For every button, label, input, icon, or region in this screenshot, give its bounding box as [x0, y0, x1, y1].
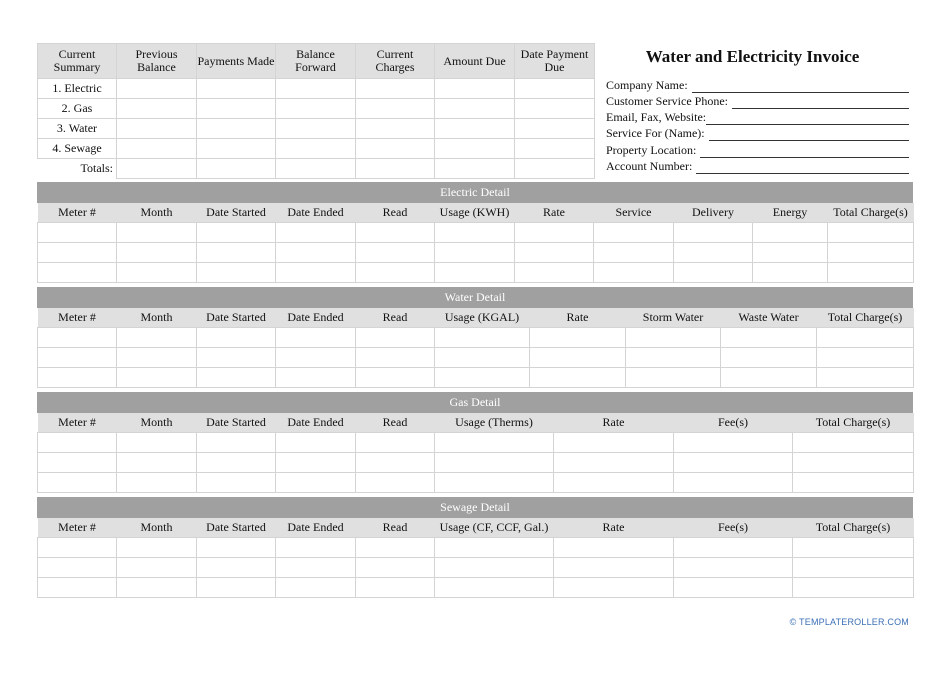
- electric-header-service: Service: [594, 203, 674, 223]
- summary-cell[interactable]: [197, 99, 276, 119]
- summary-total-cell[interactable]: [356, 159, 435, 179]
- electric-cell[interactable]: [828, 243, 914, 263]
- sewage-cell[interactable]: [38, 538, 117, 558]
- summary-cell[interactable]: [197, 139, 276, 159]
- sewage-cell[interactable]: [197, 538, 276, 558]
- electric-header-date-ended: Date Ended: [276, 203, 356, 223]
- sewage-header-date-started: Date Started: [197, 518, 276, 538]
- summary-cell[interactable]: [515, 99, 595, 119]
- water-header-rate: Rate: [530, 308, 626, 328]
- electric-cell[interactable]: [515, 223, 594, 243]
- sewage-cell[interactable]: [554, 558, 674, 578]
- electric-cell[interactable]: [356, 223, 435, 243]
- electric-header-row: [38, 203, 914, 223]
- gas-cell[interactable]: [435, 433, 554, 453]
- sewage-row: [38, 578, 914, 598]
- water-cell[interactable]: [721, 348, 817, 368]
- electric-detail-table: [37, 203, 914, 283]
- sewage-header-date-ended: Date Ended: [276, 518, 356, 538]
- sewage-header-row: [38, 518, 914, 538]
- sewage-cell[interactable]: [674, 538, 793, 558]
- electric-cell[interactable]: [435, 223, 515, 243]
- summary-header-current-charges: Current Charges: [356, 44, 435, 79]
- electric-row: [38, 223, 914, 243]
- gas-cell[interactable]: [38, 433, 117, 453]
- gas-cell[interactable]: [674, 433, 793, 453]
- sewage-cell[interactable]: [117, 558, 197, 578]
- account-number-field[interactable]: [696, 163, 909, 174]
- property-location-line: [606, 143, 909, 158]
- water-detail-table: [37, 308, 914, 388]
- sewage-header-total-charges: Total Charge(s): [793, 518, 914, 538]
- email-fax-website-line: [606, 110, 909, 125]
- gas-header-fees: Fee(s): [674, 413, 793, 433]
- summary-total-cell[interactable]: [435, 159, 515, 179]
- customer-service-phone-line: [606, 94, 909, 109]
- gas-header-date-ended: Date Ended: [276, 413, 356, 433]
- summary-cell[interactable]: [197, 119, 276, 139]
- water-cell[interactable]: [38, 328, 117, 348]
- water-cell[interactable]: [276, 348, 356, 368]
- electric-header-usage: Usage (KWH): [435, 203, 515, 223]
- water-cell[interactable]: [356, 348, 435, 368]
- electric-cell[interactable]: [38, 243, 117, 263]
- summary-header-previous-balance: Previous Balance: [117, 44, 197, 79]
- gas-header-month: Month: [117, 413, 197, 433]
- water-header-date-started: Date Started: [197, 308, 276, 328]
- summary-total-cell[interactable]: [515, 159, 595, 179]
- sewage-cell[interactable]: [435, 578, 554, 598]
- gas-cell[interactable]: [276, 453, 356, 473]
- electric-cell[interactable]: [828, 263, 914, 283]
- electric-row: [38, 263, 914, 283]
- gas-cell[interactable]: [276, 433, 356, 453]
- water-cell[interactable]: [117, 328, 197, 348]
- summary-cell[interactable]: [117, 119, 197, 139]
- customer-service-phone-field[interactable]: [732, 98, 909, 109]
- gas-cell[interactable]: [793, 433, 914, 453]
- water-cell[interactable]: [817, 368, 914, 388]
- sewage-cell[interactable]: [793, 538, 914, 558]
- water-row: [38, 368, 914, 388]
- summary-cell[interactable]: [117, 79, 197, 99]
- summary-cell[interactable]: [515, 119, 595, 139]
- summary-cell[interactable]: [197, 79, 276, 99]
- electric-header-month: Month: [117, 203, 197, 223]
- summary-row-label: 4. Sewage: [38, 139, 117, 159]
- gas-row: [38, 433, 914, 453]
- electric-cell[interactable]: [674, 263, 753, 283]
- sewage-cell[interactable]: [276, 578, 356, 598]
- gas-cell[interactable]: [356, 473, 435, 493]
- summary-table: [37, 43, 595, 179]
- gas-cell[interactable]: [356, 453, 435, 473]
- water-cell[interactable]: [197, 348, 276, 368]
- water-detail-section: [37, 287, 913, 388]
- water-cell[interactable]: [721, 328, 817, 348]
- property-location-field[interactable]: [700, 147, 909, 158]
- sewage-row: [38, 538, 914, 558]
- summary-total-cell[interactable]: [117, 159, 197, 179]
- summary-cell[interactable]: [276, 119, 356, 139]
- water-cell[interactable]: [197, 368, 276, 388]
- sewage-cell[interactable]: [356, 558, 435, 578]
- gas-header-rate: Rate: [554, 413, 674, 433]
- water-cell[interactable]: [435, 368, 530, 388]
- property-location-label: Property Location:: [606, 143, 697, 157]
- water-header-meter: Meter #: [38, 308, 117, 328]
- summary-row-sewage: [38, 139, 595, 159]
- company-name-line: [606, 78, 909, 93]
- gas-cell[interactable]: [435, 473, 554, 493]
- summary-row-label: 2. Gas: [38, 99, 117, 119]
- gas-cell[interactable]: [38, 453, 117, 473]
- sewage-cell[interactable]: [117, 578, 197, 598]
- water-header-month: Month: [117, 308, 197, 328]
- summary-row-label: 3. Water: [38, 119, 117, 139]
- water-header-total-charges: Total Charge(s): [817, 308, 914, 328]
- water-cell[interactable]: [38, 348, 117, 368]
- electric-cell[interactable]: [356, 243, 435, 263]
- customer-service-phone-label: Customer Service Phone:: [606, 94, 728, 108]
- electric-detail-title: Electric Detail: [37, 182, 913, 203]
- company-name-field[interactable]: [692, 82, 909, 93]
- sewage-cell[interactable]: [554, 538, 674, 558]
- electric-cell[interactable]: [356, 263, 435, 283]
- water-cell[interactable]: [356, 328, 435, 348]
- gas-cell[interactable]: [276, 473, 356, 493]
- electric-cell[interactable]: [515, 243, 594, 263]
- templateroller-link[interactable]: © TEMPLATEROLLER.COM: [789, 617, 909, 627]
- electric-cell[interactable]: [753, 243, 828, 263]
- sewage-cell[interactable]: [674, 578, 793, 598]
- sewage-cell[interactable]: [38, 578, 117, 598]
- gas-cell[interactable]: [117, 453, 197, 473]
- electric-header-energy: Energy: [753, 203, 828, 223]
- water-header-row: [38, 308, 914, 328]
- gas-detail-section: [37, 392, 913, 493]
- summary-totals-label: Totals:: [80, 161, 113, 176]
- electric-cell[interactable]: [594, 223, 674, 243]
- sewage-header-meter: Meter #: [38, 518, 117, 538]
- service-for-line: [606, 126, 909, 141]
- summary-total-cell[interactable]: [276, 159, 356, 179]
- summary-cell[interactable]: [356, 99, 435, 119]
- electric-cell[interactable]: [276, 263, 356, 283]
- electric-cell[interactable]: [753, 223, 828, 243]
- electric-cell[interactable]: [38, 263, 117, 283]
- water-cell[interactable]: [117, 348, 197, 368]
- gas-cell[interactable]: [554, 473, 674, 493]
- summary-header-date-payment-due: Date Payment Due: [515, 44, 595, 79]
- sewage-cell[interactable]: [117, 538, 197, 558]
- sewage-detail-table: [37, 518, 914, 598]
- electric-cell[interactable]: [674, 243, 753, 263]
- gas-cell[interactable]: [674, 473, 793, 493]
- summary-cell[interactable]: [435, 139, 515, 159]
- electric-header-delivery: Delivery: [674, 203, 753, 223]
- account-number-line: [606, 159, 909, 174]
- water-cell[interactable]: [626, 348, 721, 368]
- water-row: [38, 348, 914, 368]
- sewage-cell[interactable]: [38, 558, 117, 578]
- electric-cell[interactable]: [276, 223, 356, 243]
- electric-cell[interactable]: [197, 263, 276, 283]
- company-name-label: Company Name:: [606, 78, 688, 92]
- sewage-header-month: Month: [117, 518, 197, 538]
- water-cell[interactable]: [197, 328, 276, 348]
- gas-cell[interactable]: [793, 453, 914, 473]
- sewage-cell[interactable]: [197, 558, 276, 578]
- water-cell[interactable]: [276, 328, 356, 348]
- gas-cell[interactable]: [554, 433, 674, 453]
- sewage-cell[interactable]: [356, 538, 435, 558]
- gas-cell[interactable]: [197, 453, 276, 473]
- gas-cell[interactable]: [117, 433, 197, 453]
- summary-row-totals: [38, 159, 595, 179]
- electric-header-meter: Meter #: [38, 203, 117, 223]
- gas-cell[interactable]: [554, 453, 674, 473]
- electric-cell[interactable]: [276, 243, 356, 263]
- water-header-read: Read: [356, 308, 435, 328]
- gas-detail-table: [37, 413, 914, 493]
- sewage-cell[interactable]: [554, 578, 674, 598]
- summary-cell[interactable]: [435, 119, 515, 139]
- account-number-label: Account Number:: [606, 159, 693, 173]
- sewage-cell[interactable]: [356, 578, 435, 598]
- summary-row-label: 1. Electric: [38, 79, 117, 99]
- water-cell[interactable]: [530, 368, 626, 388]
- sewage-cell[interactable]: [276, 538, 356, 558]
- water-cell[interactable]: [38, 368, 117, 388]
- sewage-header-rate: Rate: [554, 518, 674, 538]
- electric-cell[interactable]: [674, 223, 753, 243]
- electric-header-date-started: Date Started: [197, 203, 276, 223]
- summary-cell[interactable]: [356, 139, 435, 159]
- summary-header-row: [38, 44, 595, 79]
- sewage-cell[interactable]: [793, 558, 914, 578]
- electric-cell[interactable]: [117, 263, 197, 283]
- water-cell[interactable]: [817, 328, 914, 348]
- water-cell[interactable]: [356, 368, 435, 388]
- invoice-title: Water and Electricity Invoice: [645, 47, 860, 66]
- sewage-row: [38, 558, 914, 578]
- water-cell[interactable]: [435, 348, 530, 368]
- sewage-cell[interactable]: [435, 558, 554, 578]
- water-cell[interactable]: [721, 368, 817, 388]
- summary-row-electric: [38, 79, 595, 99]
- electric-cell[interactable]: [753, 263, 828, 283]
- gas-header-read: Read: [356, 413, 435, 433]
- summary-header-balance-forward: Balance Forward: [276, 44, 356, 79]
- water-cell[interactable]: [530, 348, 626, 368]
- summary-cell[interactable]: [515, 79, 595, 99]
- sewage-header-usage: Usage (CF, CCF, Gal.): [435, 518, 554, 538]
- service-for-label: Service For (Name):: [606, 126, 705, 140]
- water-cell[interactable]: [435, 328, 530, 348]
- service-for-field[interactable]: [709, 130, 909, 141]
- electric-row: [38, 243, 914, 263]
- summary-cell[interactable]: [435, 79, 515, 99]
- water-cell[interactable]: [276, 368, 356, 388]
- electric-cell[interactable]: [38, 223, 117, 243]
- summary-cell[interactable]: [117, 139, 197, 159]
- gas-cell[interactable]: [38, 473, 117, 493]
- water-header-date-ended: Date Ended: [276, 308, 356, 328]
- electric-cell[interactable]: [197, 223, 276, 243]
- electric-cell[interactable]: [117, 243, 197, 263]
- water-header-storm-water: Storm Water: [626, 308, 721, 328]
- water-cell[interactable]: [626, 368, 721, 388]
- water-row: [38, 328, 914, 348]
- gas-cell[interactable]: [197, 433, 276, 453]
- electric-header-total-charges: Total Charge(s): [828, 203, 914, 223]
- summary-row-water: [38, 119, 595, 139]
- sewage-detail-title: Sewage Detail: [37, 497, 913, 518]
- sewage-cell[interactable]: [793, 578, 914, 598]
- gas-header-usage: Usage (Therms): [435, 413, 554, 433]
- gas-cell[interactable]: [793, 473, 914, 493]
- water-cell[interactable]: [817, 348, 914, 368]
- summary-header-current-summary: Current Summary: [38, 44, 117, 79]
- summary-cell[interactable]: [276, 79, 356, 99]
- summary-cell[interactable]: [117, 99, 197, 119]
- summary-header-payments-made: Payments Made: [197, 44, 276, 79]
- summary-cell[interactable]: [356, 79, 435, 99]
- electric-cell[interactable]: [197, 243, 276, 263]
- email-fax-website-field[interactable]: [706, 114, 909, 125]
- gas-detail-title: Gas Detail: [37, 392, 913, 413]
- summary-cell[interactable]: [276, 99, 356, 119]
- sewage-detail-section: [37, 497, 913, 598]
- gas-cell[interactable]: [674, 453, 793, 473]
- gas-row: [38, 473, 914, 493]
- gas-header-row: [38, 413, 914, 433]
- gas-cell[interactable]: [356, 433, 435, 453]
- gas-cell[interactable]: [117, 473, 197, 493]
- electric-cell[interactable]: [515, 263, 594, 283]
- sewage-cell[interactable]: [197, 578, 276, 598]
- electric-cell[interactable]: [828, 223, 914, 243]
- electric-header-read: Read: [356, 203, 435, 223]
- electric-cell[interactable]: [594, 243, 674, 263]
- gas-cell[interactable]: [197, 473, 276, 493]
- water-detail-title: Water Detail: [37, 287, 913, 308]
- electric-header-rate: Rate: [515, 203, 594, 223]
- gas-header-date-started: Date Started: [197, 413, 276, 433]
- electric-detail-section: [37, 182, 913, 283]
- water-header-usage: Usage (KGAL): [435, 308, 530, 328]
- gas-cell[interactable]: [435, 453, 554, 473]
- electric-cell[interactable]: [117, 223, 197, 243]
- electric-cell[interactable]: [435, 243, 515, 263]
- summary-cell[interactable]: [515, 139, 595, 159]
- sewage-cell[interactable]: [276, 558, 356, 578]
- gas-header-meter: Meter #: [38, 413, 117, 433]
- summary-header-amount-due: Amount Due: [435, 44, 515, 79]
- summary-total-cell[interactable]: [197, 159, 276, 179]
- summary-cell[interactable]: [276, 139, 356, 159]
- email-fax-website-label: Email, Fax, Website:: [606, 110, 707, 124]
- sewage-header-read: Read: [356, 518, 435, 538]
- summary-cell[interactable]: [435, 99, 515, 119]
- water-header-waste-water: Waste Water: [721, 308, 817, 328]
- gas-row: [38, 453, 914, 473]
- electric-cell[interactable]: [435, 263, 515, 283]
- electric-cell[interactable]: [594, 263, 674, 283]
- summary-row-gas: [38, 99, 595, 119]
- water-cell[interactable]: [530, 328, 626, 348]
- sewage-cell[interactable]: [674, 558, 793, 578]
- sewage-cell[interactable]: [435, 538, 554, 558]
- water-cell[interactable]: [117, 368, 197, 388]
- sewage-header-fees: Fee(s): [674, 518, 793, 538]
- gas-header-total-charges: Total Charge(s): [793, 413, 914, 433]
- summary-cell[interactable]: [356, 119, 435, 139]
- water-cell[interactable]: [626, 328, 721, 348]
